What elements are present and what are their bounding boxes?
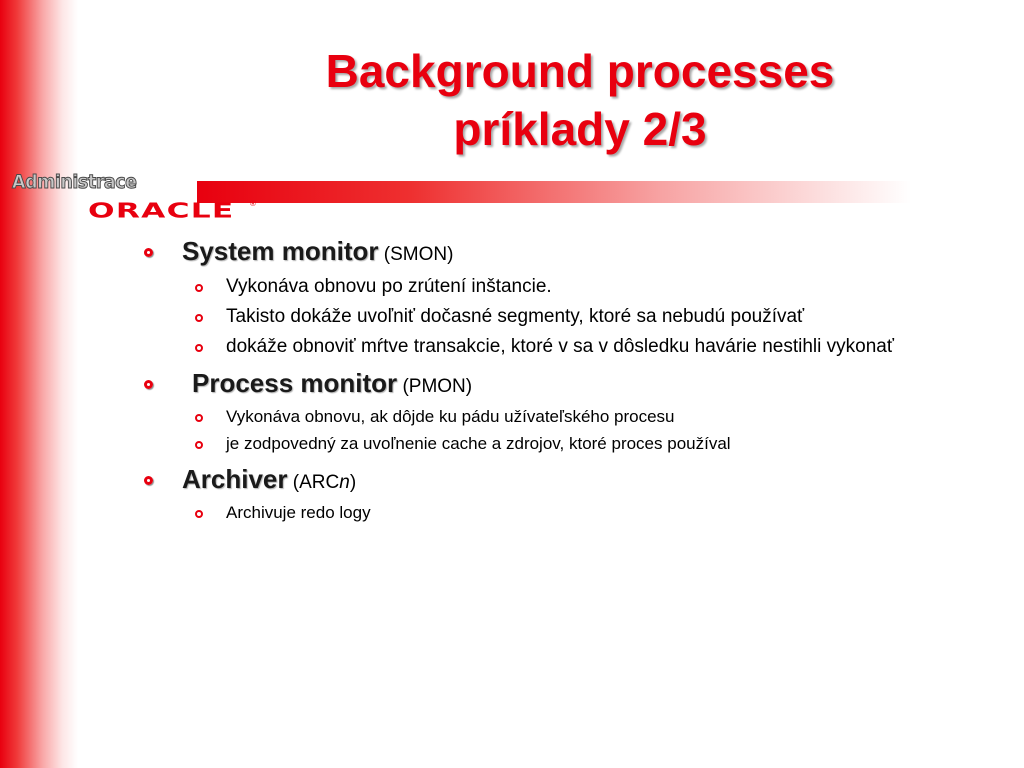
left-gradient-stripe (0, 0, 78, 768)
slide-title-line-2: príklady 2/3 (453, 103, 707, 155)
slide-content (140, 233, 960, 524)
red-circle-bullet-icon (144, 248, 153, 257)
archiver-item-text: Archivuje redo logy (226, 503, 371, 522)
pmon-item (140, 433, 946, 455)
pmon-name: Process monitor (192, 368, 398, 398)
smon-item (140, 305, 946, 329)
archiver-name: Archiver (182, 464, 288, 494)
pmon-suffix: (PMON) (402, 376, 473, 397)
smon-suffix: (SMON) (383, 244, 454, 265)
small-circle-bullet-icon (195, 414, 203, 422)
oracle-registered-mark: ® (250, 199, 256, 208)
smon-item-text: dokáže obnoviť mŕtve transakcie, ktoré v sa v dôsledku havárie nestihli vykonať (226, 336, 894, 357)
smon-item-text: Vykonáva obnovu po zrútení inštancie. (226, 276, 552, 297)
small-circle-bullet-icon (195, 510, 203, 518)
archiver-suffix: (ARCn) (292, 472, 357, 493)
pmon-item-text: je zodpovedný za uvoľnenie cache a zdrojov, ktoré proces používal (226, 434, 731, 453)
archiver-item (140, 502, 946, 524)
smon-name: System monitor (182, 236, 379, 266)
pmon-item (140, 406, 946, 428)
small-circle-bullet-icon (195, 344, 203, 352)
slide-title-line-1: Background processes (325, 45, 835, 97)
oracle-logo: ORACLE (88, 199, 235, 223)
pmon-item-text: Vykonáva obnovu, ak dôjde ku pádu užívateľského procesu (226, 407, 675, 426)
smon-item (140, 275, 946, 299)
bullet-smon (140, 237, 960, 269)
bullet-archiver (140, 465, 960, 497)
red-circle-bullet-icon (144, 380, 153, 389)
bullet-pmon (140, 369, 960, 401)
slide-title (190, 42, 970, 158)
small-circle-bullet-icon (195, 284, 203, 292)
small-circle-bullet-icon (195, 441, 203, 449)
small-circle-bullet-icon (195, 314, 203, 322)
smon-item-text: Takisto dokáže uvoľniť dočasné segmenty, ktoré sa nebudú používať (226, 306, 805, 327)
red-circle-bullet-icon (144, 476, 153, 485)
title-underline-bar (197, 181, 911, 203)
smon-item (140, 335, 946, 359)
administrace-logo-text: Administrace (12, 171, 137, 193)
